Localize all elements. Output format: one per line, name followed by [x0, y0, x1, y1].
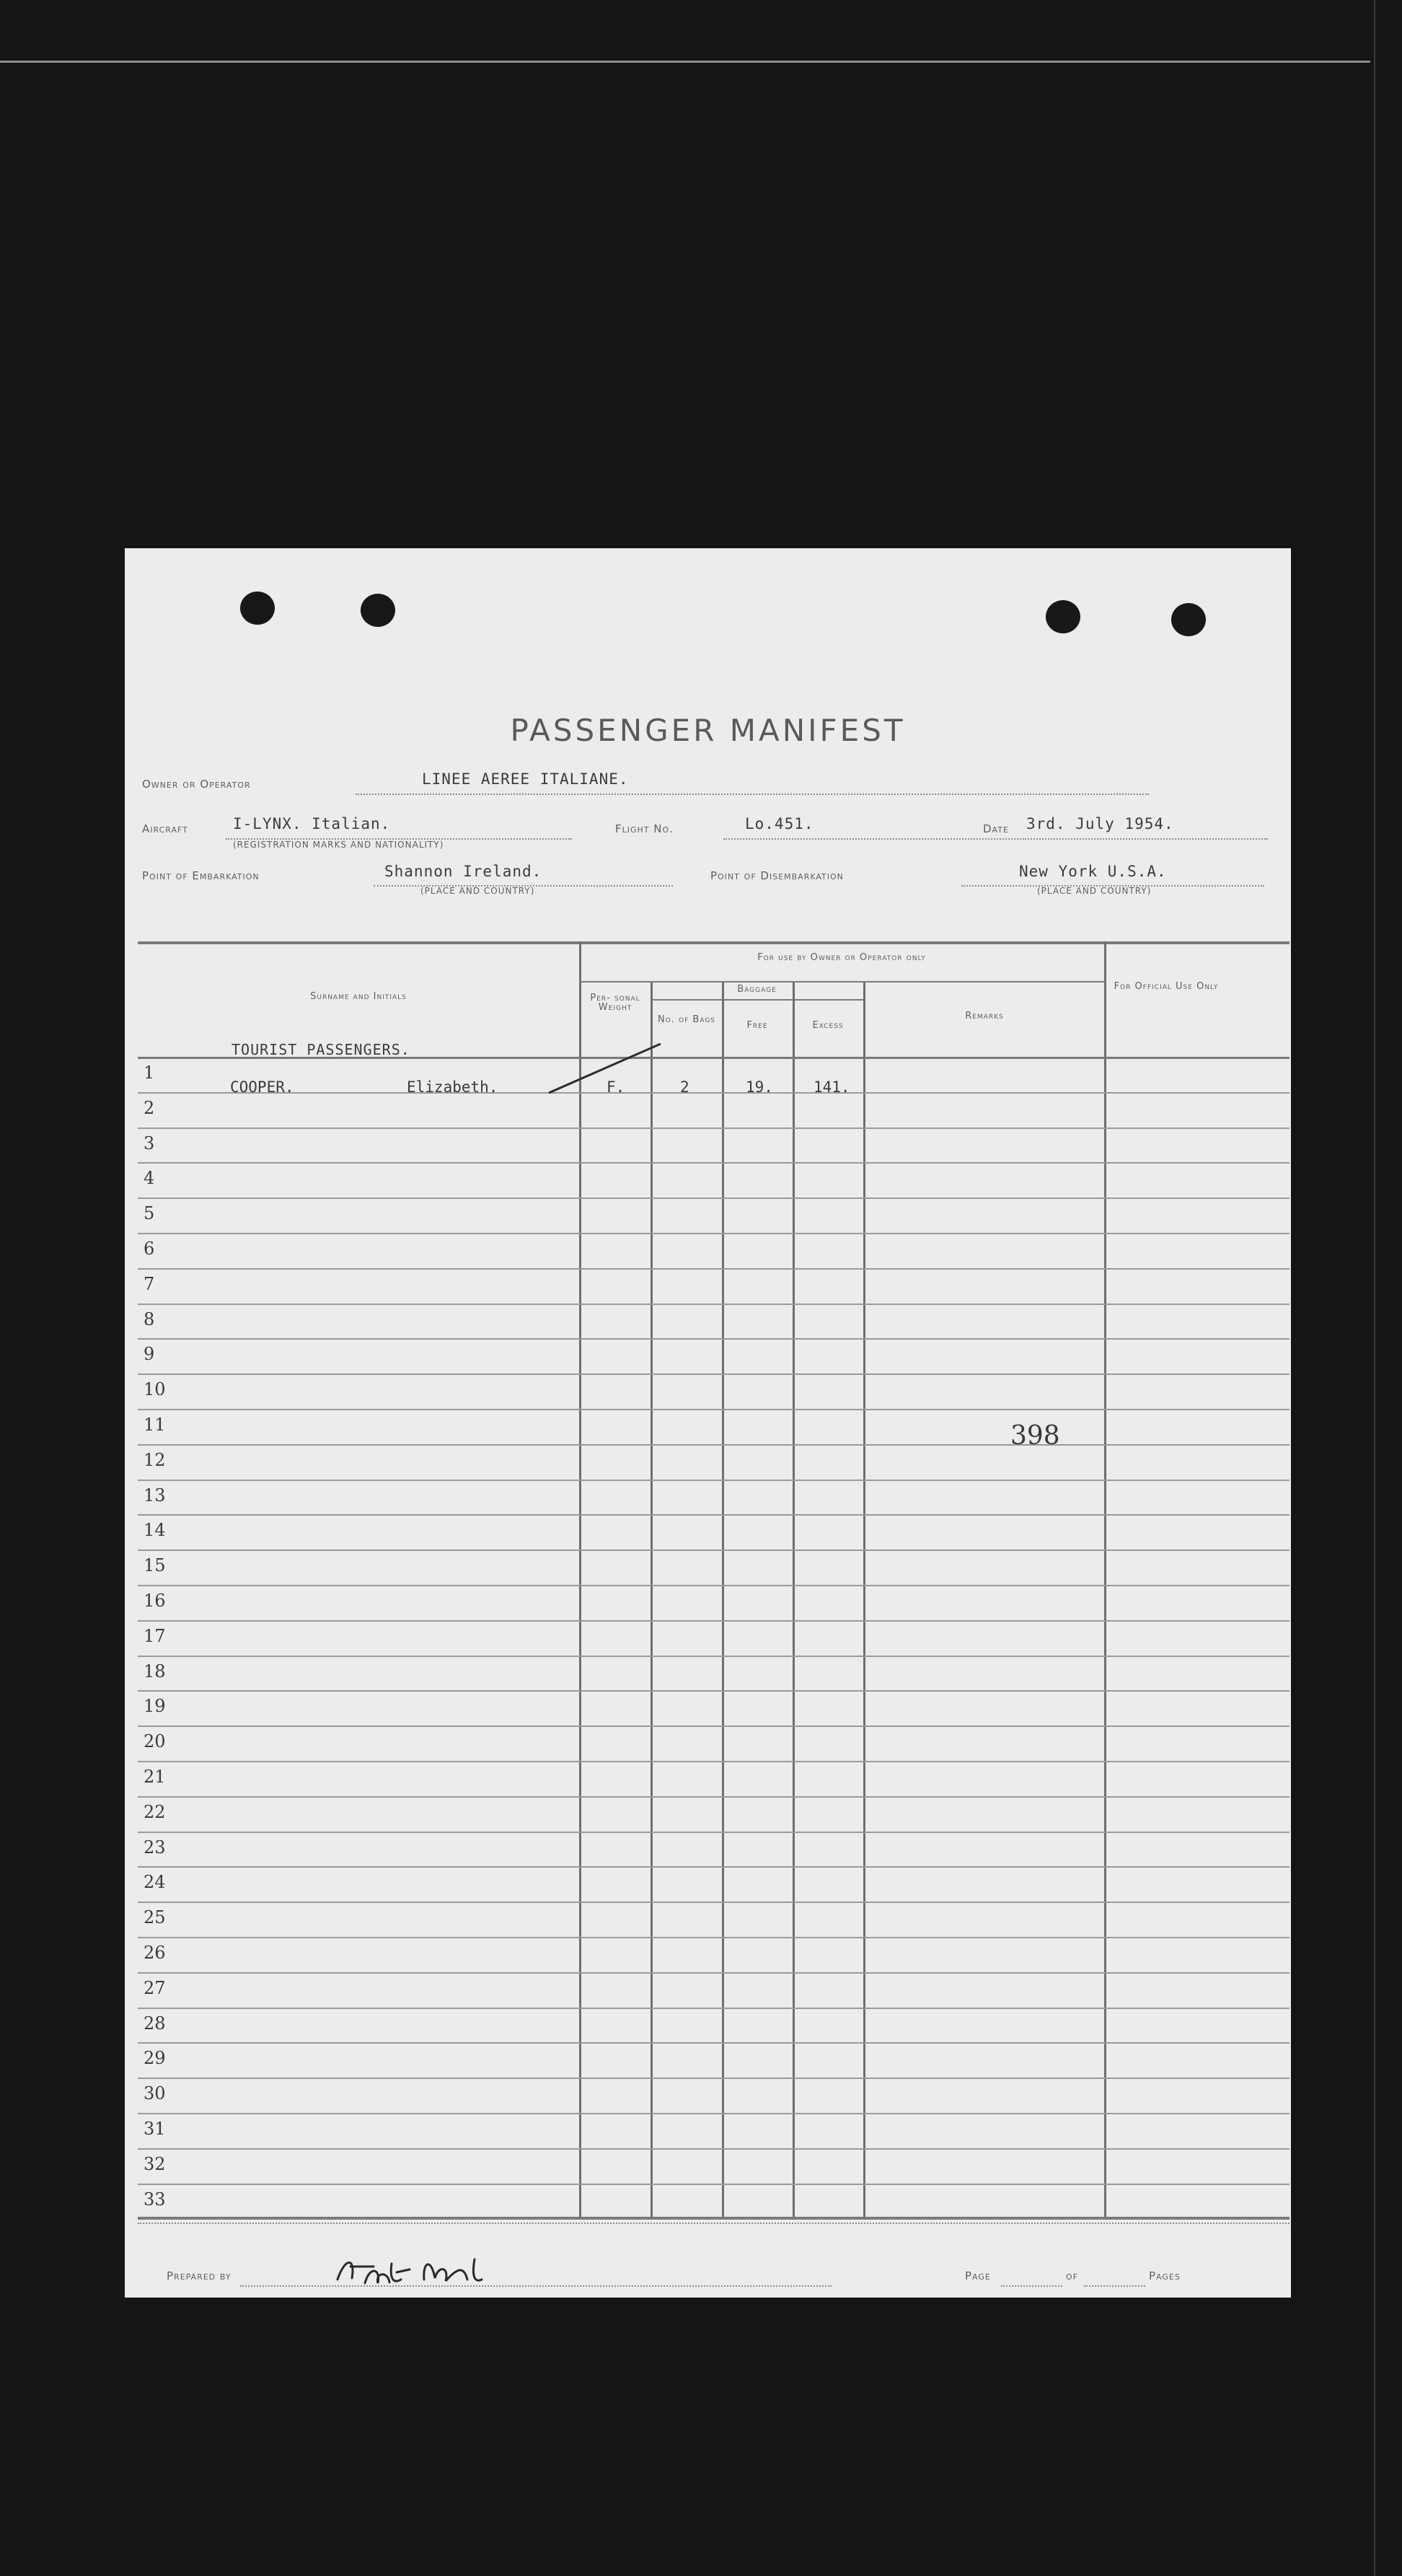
page-number-underline [1001, 2285, 1062, 2287]
disembark-sublabel: (PLACE AND COUNTRY) [1037, 886, 1152, 896]
row-number: 10 [144, 1379, 166, 1400]
row-rule [138, 1585, 1289, 1586]
row-rule [138, 1268, 1289, 1270]
row-rule [138, 1796, 1289, 1798]
col-divider-bags [722, 981, 724, 2220]
entry-free: 19. [746, 1078, 773, 1096]
row-number: 2 [144, 1097, 155, 1118]
owner-value: LINEE AEREE ITALIANE. [422, 770, 629, 788]
film-edge-line [0, 61, 1370, 63]
header-bottom-rule [138, 1057, 1289, 1059]
row-rule [138, 1127, 1289, 1129]
row-number: 22 [144, 1801, 166, 1822]
film-edge-right [1374, 0, 1375, 2576]
row-number: 8 [144, 1309, 155, 1329]
entry-bags: 2 [680, 1078, 689, 1096]
row-rule [138, 1338, 1289, 1340]
row-rule [138, 1197, 1289, 1199]
aircraft-value: I-LYNX. Italian. [233, 815, 391, 832]
entry-weight: F. [607, 1078, 625, 1096]
row-number: 23 [144, 1837, 166, 1858]
handwritten-signature [330, 2251, 503, 2294]
row-rule [138, 1514, 1289, 1516]
row-rule [138, 2148, 1289, 2150]
row-rule [138, 1902, 1289, 1903]
row-rule [138, 2042, 1289, 2044]
row-rule [138, 1549, 1289, 1551]
row-rule [138, 1937, 1289, 1938]
row-rule [138, 1620, 1289, 1622]
row-rule [138, 1304, 1289, 1305]
row-number: 25 [144, 1907, 166, 1928]
row-number: 6 [144, 1239, 155, 1259]
row-number: 21 [144, 1767, 166, 1787]
row-rule [138, 1444, 1289, 1446]
row-number: 31 [144, 2119, 166, 2139]
owner-use-underline [579, 981, 1104, 983]
prepared-label: Prepared by [167, 2269, 232, 2282]
aircraft-sublabel: (REGISTRATION MARKS AND NATIONALITY) [233, 840, 444, 850]
flight-value: Lo.451. [745, 815, 814, 832]
prepared-underline [240, 2285, 832, 2287]
weight-header: Per- sonal Weight [590, 993, 640, 1013]
punch-hole [361, 594, 395, 627]
row-number: 32 [144, 2153, 166, 2174]
remarks-stamp-number: 398 [1010, 1421, 1060, 1451]
row-rule [138, 2184, 1289, 2185]
row-rule [138, 1726, 1289, 1727]
remarks-header: Remarks [965, 1011, 1004, 1021]
embark-value: Shannon Ireland. [384, 863, 542, 880]
row-number: 18 [144, 1661, 166, 1682]
page-title: PASSENGER MANIFEST [510, 713, 906, 748]
row-number: 24 [144, 1872, 166, 1893]
row-number: 7 [144, 1273, 155, 1294]
col-divider-excess [863, 981, 865, 2220]
flight-label: Flight No. [615, 822, 674, 835]
row-rule [138, 1480, 1289, 1481]
row-number: 14 [144, 1520, 166, 1541]
date-underline [1023, 838, 1268, 840]
row-rule [138, 1409, 1289, 1410]
surname-header: Surname and Initials [310, 991, 407, 1002]
owner-label: Owner or Operator [142, 778, 251, 791]
col-divider-remarks [1104, 941, 1106, 2220]
embark-label: Point of Embarkation [142, 869, 260, 882]
owner-use-header: For use by Owner or Operator only [757, 952, 926, 963]
row-rule [138, 1092, 1289, 1094]
col-divider-weight [651, 981, 653, 2220]
aircraft-label: Aircraft [142, 822, 188, 835]
row-number: 9 [144, 1344, 155, 1365]
section-label: TOURIST PASSENGERS. [232, 1041, 410, 1058]
row-rule [138, 2078, 1289, 2079]
row-number: 3 [144, 1133, 155, 1153]
entry-initials: Elizabeth. [407, 1078, 498, 1096]
row-number: 26 [144, 1943, 166, 1963]
row-number: 1 [144, 1063, 155, 1083]
flight-underline [723, 838, 1026, 840]
entry-surname: COOPER. [230, 1078, 294, 1096]
page-of-label: of [1066, 2269, 1078, 2282]
entry-excess: 141. [814, 1078, 850, 1096]
date-value: 3rd. July 1954. [1026, 815, 1174, 832]
embark-sublabel: (PLACE AND COUNTRY) [420, 886, 535, 896]
col-divider-free [793, 981, 795, 2220]
table-bottom-dotted [138, 2223, 1289, 2224]
row-rule [138, 1866, 1289, 1868]
row-rule [138, 1761, 1289, 1762]
row-rule [138, 1972, 1289, 1974]
row-number: 27 [144, 1977, 166, 1998]
row-number: 33 [144, 2189, 166, 2210]
baggage-underline [651, 999, 863, 1001]
row-number: 30 [144, 2083, 166, 2104]
free-header: Free [746, 1020, 768, 1031]
table-top-border [138, 941, 1289, 944]
row-number: 13 [144, 1485, 166, 1505]
punch-hole [1046, 600, 1080, 633]
row-rule [138, 1832, 1289, 1833]
page-total-underline [1084, 2285, 1145, 2287]
row-rule [138, 1233, 1289, 1234]
row-rule [138, 2008, 1289, 2009]
row-number: 17 [144, 1625, 166, 1646]
official-header: For Official Use Only [1114, 981, 1219, 992]
bags-header: No. of Bags [657, 1014, 716, 1025]
row-number: 11 [144, 1415, 166, 1435]
row-number: 15 [144, 1555, 166, 1576]
disembark-value: New York U.S.A. [1019, 863, 1167, 880]
pages-label: Pages [1149, 2269, 1181, 2282]
owner-underline [356, 794, 1149, 795]
punch-hole [240, 592, 275, 625]
col-divider-name [579, 941, 581, 2220]
row-rule [138, 1373, 1289, 1375]
row-number: 20 [144, 1731, 166, 1752]
row-number: 16 [144, 1591, 166, 1611]
date-label: Date [983, 822, 1009, 835]
excess-header: Excess [812, 1020, 844, 1031]
row-number: 28 [144, 2013, 166, 2034]
punch-hole [1171, 603, 1206, 636]
row-rule [138, 1162, 1289, 1164]
manifest-sheet [125, 548, 1291, 2298]
row-number: 29 [144, 2048, 166, 2069]
row-rule [138, 1656, 1289, 1657]
row-rule [138, 2113, 1289, 2114]
row-number: 5 [144, 1203, 155, 1224]
row-number: 19 [144, 1696, 166, 1717]
row-number: 12 [144, 1449, 166, 1470]
pen-strike [542, 1028, 671, 1100]
disembark-label: Point of Disembarkation [710, 869, 844, 882]
page-label: Page [965, 2269, 991, 2282]
table-bottom-border [138, 2217, 1289, 2220]
row-rule [138, 1690, 1289, 1692]
baggage-header: Baggage [737, 984, 777, 995]
passenger-table [138, 941, 1289, 2227]
row-number: 4 [144, 1168, 155, 1189]
